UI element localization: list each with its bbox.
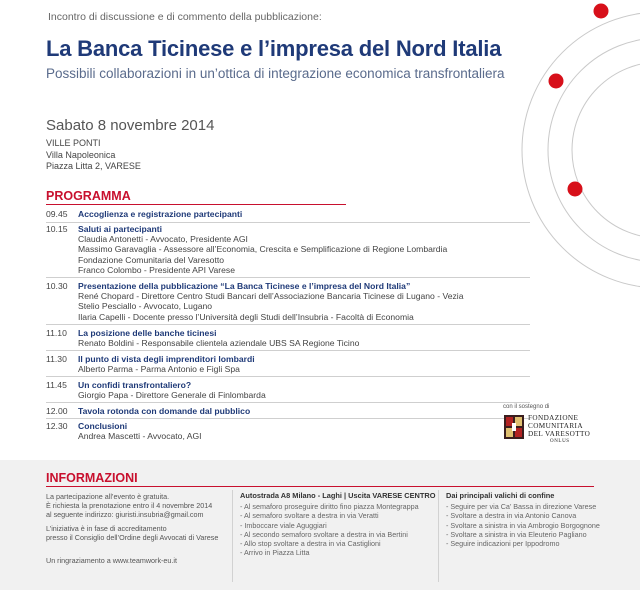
program-detail: Fondazione Comunitaria del Varesotto (78, 254, 225, 265)
program-title: Saluti ai partecipanti (78, 224, 163, 234)
venue-line: Piazza Litta 2, VARESE (46, 161, 141, 171)
directions-heading: Autostrada A8 Milano - Laghi | Uscita VARESE CENTRO (240, 491, 436, 500)
directions-heading: Dai principali valichi di confine (446, 491, 555, 500)
direction-step: - Seguire per via Ca’ Bassa in direzione Varese (446, 502, 597, 512)
direction-step: - Seguire indicazioni per Ippodromo (446, 539, 560, 549)
info-directions-highway (240, 491, 435, 557)
sponsor-name-line: FONDAZIONE (528, 414, 579, 422)
info-line: La partecipazione all’evento è gratuita. (46, 492, 170, 501)
program-detail: Stelio Pesciallo - Avvocato, Lugano (78, 301, 213, 312)
programma-divider (46, 204, 346, 205)
red-dot (594, 4, 609, 19)
fondazione-crest-icon (503, 414, 525, 440)
program-title: Presentazione della pubblicazione “La Banca Ticinese e l’impresa del Nord Italia” (78, 281, 411, 291)
intro-text: Incontro di discussione e di commento della pubblicazione: (48, 11, 322, 23)
program-detail: Renato Boldini - Responsabile clientela aziendale UBS SA Regione Ticino (78, 338, 360, 349)
info-directions-border (446, 491, 600, 548)
info-line: È richiesta la prenotazione entro il 4 novembre 2014 (46, 501, 213, 511)
program-detail: Alberto Parma - Parma Antonio e Figli Spa (78, 364, 240, 375)
column-divider (232, 490, 233, 582)
direction-step: - Imboccare viale Aguggiari (240, 520, 327, 530)
page-title: La Banca Ticinese e l’impresa del Nord Italia (46, 36, 502, 61)
venue-line: VILLE PONTI (46, 138, 101, 148)
program-title: Accoglienza e registrazione partecipanti (78, 209, 243, 219)
thanks-line: Un ringraziamento a www.teamwork-eu.it (46, 556, 178, 565)
row-divider (46, 324, 530, 325)
venue-address (46, 138, 141, 173)
sponsor-name (528, 414, 590, 446)
program-title: Tavola rotonda con domande dal pubblico (78, 406, 251, 416)
sponsor-suffix: ONLUS (550, 439, 570, 444)
informazioni-divider (46, 486, 594, 487)
direction-step: - Svoltare a destra in via Antonio Canova (446, 511, 577, 521)
page-subtitle: Possibili collaborazioni in un’ottica di integrazione economica transfrontaliera (46, 66, 505, 81)
program-time: 10.30 (46, 281, 68, 291)
direction-step: - Arrivo in Piazza Litta (240, 548, 310, 558)
info-participation (46, 492, 218, 542)
direction-step: - Svoltare a sinistra in via Eleuterio Pagliano (446, 529, 587, 539)
program-detail: René Chopard - Direttore Centro Studi Bancari dell’Associazione Bancaria Ticinese di Lugano - Vezia (78, 291, 464, 302)
row-divider (46, 350, 530, 351)
sponsor-caption: con il sostegno di (503, 404, 550, 410)
row-divider (46, 222, 530, 223)
row-divider (46, 418, 530, 419)
program-detail: Andrea Mascetti - Avvocato, AGI (78, 431, 202, 442)
program-time: 11.30 (46, 354, 67, 364)
info-line: al seguente indirizzo: giuristi.insubria@gmail.com (46, 510, 204, 520)
program-title: Conclusioni (78, 421, 128, 431)
program-title: Il punto di vista degli imprenditori lombardi (78, 354, 255, 364)
program-time: 09.45 (46, 209, 68, 219)
program-time: 10.15 (46, 224, 68, 234)
programma-heading: PROGRAMMA (46, 189, 131, 203)
info-line: L’iniziativa è in fase di accreditamento (46, 523, 167, 533)
program-title: Un confidi transfrontaliero? (78, 380, 192, 390)
row-divider (46, 277, 530, 278)
program-title: La posizione delle banche ticinesi (78, 328, 217, 338)
direction-step: - Svoltare a sinistra in via Ambrogio Borgognone (446, 520, 600, 530)
red-dot (568, 182, 583, 197)
red-dot (549, 74, 564, 89)
row-divider (46, 402, 530, 403)
program-detail: Ilaria Capelli - Docente presso l’Università degli Studi dell’Insubria - Facoltà di Economia (78, 311, 414, 322)
venue-line: Villa Napoleonica (46, 149, 116, 160)
direction-step: - Allo stop svoltare a destra in via Castiglioni (240, 539, 381, 549)
program-time: 12.00 (46, 406, 68, 416)
sponsor-name-line: COMUNITARIA (528, 422, 583, 430)
program-detail: Franco Colombo - Presidente API Varese (78, 264, 235, 275)
direction-step: - Al secondo semaforo svoltare a destra in via Bertini (240, 529, 408, 539)
event-date: Sabato 8 novembre 2014 (46, 117, 215, 134)
info-line: presso il Consiglio dell’Ordine degli Avvocati di Varese (46, 532, 219, 542)
row-divider (46, 376, 530, 377)
column-divider (438, 490, 439, 582)
program-time: 11.10 (46, 328, 67, 338)
program-detail: Claudia Antonetti - Avvocato, Presidente AGI (78, 234, 248, 245)
program-detail: Giorgio Papa - Direttore Generale di Finlombarda (78, 390, 266, 401)
program-time: 11.45 (46, 380, 67, 390)
direction-step: - Al semaforo proseguire diritto fino piazza Montegrappa (240, 502, 419, 512)
program-detail: Massimo Garavaglia - Assessore all’Economia, Crescita e Semplificazione di Regione Lombardia (78, 244, 448, 255)
sponsor-name-line: DEL VARESOTTO (528, 430, 591, 438)
program-time: 12.30 (46, 421, 68, 431)
informazioni-heading: INFORMAZIONI (46, 471, 138, 485)
direction-step: - Al semaforo svoltare a destra in via Veratti (240, 511, 379, 521)
